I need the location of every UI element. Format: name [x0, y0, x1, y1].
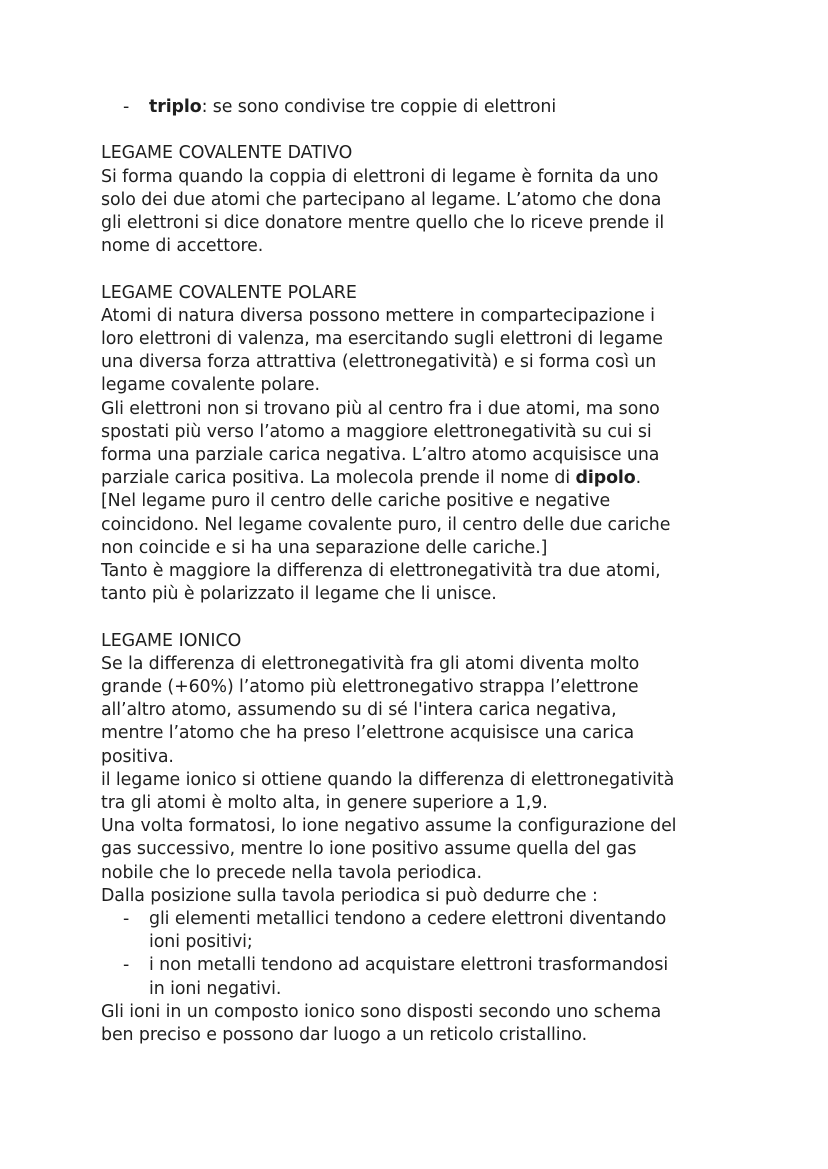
bullet-dash: - [123, 955, 130, 976]
ionico-line: Dalla posizione sulla tavola periodica si può dedurre che : [101, 885, 598, 906]
dativo-line: Si forma quando la coppia di elettroni di legame è fornita da uno [101, 166, 659, 187]
dipolo-line-end: . [635, 468, 642, 489]
polare-line: Atomi di natura diversa possono mettere in compartecipazione i [101, 305, 655, 326]
polare-line: [Nel legame puro il centro delle cariche positive e negative [101, 491, 611, 512]
ionico-closing-line: ben preciso e possono dar luogo a un reticolo cristallino. [101, 1025, 588, 1046]
polare-line: non coincide e si ha una separazione delle cariche.] [101, 537, 548, 558]
polare-line: coincidono. Nel legame covalente puro, il centro delle due cariche [101, 514, 671, 535]
ionico-line: nobile che lo precede nella tavola periodica. [101, 862, 482, 883]
bullet-continuation: ioni positivi; [149, 932, 253, 953]
ionico-line: il legame ionico si ottiene quando la differenza di elettronegatività [101, 769, 675, 790]
ionico-line: grande (+60%) l’atomo più elettronegativo strappa l’elettrone [101, 677, 639, 698]
bullet-continuation: in ioni negativi. [149, 978, 282, 999]
bullet-text: : se sono condivise tre coppie di elettroni [201, 97, 557, 117]
ionico-line: Una volta formatosi, lo ione negativo assume la configurazione del [101, 816, 677, 837]
bullet-text: i non metalli tendono ad acquistare elettroni trasformandosi [149, 955, 669, 976]
bullet-triplo [101, 96, 741, 119]
document-body [101, 96, 741, 1047]
ionico-line: all’altro atomo, assumendo su di sé l'intera carica negativa, [101, 700, 617, 721]
term-dipolo: dipolo [575, 468, 636, 489]
ionico-line: positiva. [101, 746, 174, 767]
dativo-line: nome di accettore. [101, 236, 264, 257]
heading-ionico: LEGAME IONICO [101, 630, 242, 651]
polare-line: forma una parziale carica negativa. L’altro atomo acquisisce una [101, 445, 660, 466]
polare-line: Tanto è maggiore la differenza di elettronegatività tra due atomi, [101, 561, 661, 582]
polare-line: tanto più è polarizzato il legame che li unisce. [101, 584, 497, 605]
dativo-line: gli elettroni si dice donatore mentre quello che lo riceve prende il [101, 213, 665, 233]
polare-line: loro elettroni di valenza, ma esercitando sugli elettroni di legame [101, 329, 663, 349]
ionico-closing-line: Gli ioni in un composto ionico sono disposti secondo uno schema [101, 1001, 662, 1022]
dipolo-line-text: parziale carica positiva. La molecola prende il nome di [101, 468, 576, 489]
bullet-non-metalli [101, 954, 741, 977]
term-triplo: triplo [149, 97, 202, 117]
polare-line: legame covalente polare. [101, 375, 320, 396]
heading-polare: LEGAME COVALENTE POLARE [101, 282, 357, 303]
dativo-line: solo dei due atomi che partecipano al legame. L’atomo che dona [101, 189, 662, 210]
ionico-line: gas successivo, mentre lo ione positivo assume quella del gas [101, 839, 637, 860]
polare-dipolo-line [101, 467, 741, 490]
polare-line: una diversa forza attrattiva (elettronegatività) e si forma così un [101, 352, 657, 373]
polare-line: spostati più verso l’atomo a maggiore elettronegatività su cui si [101, 421, 652, 442]
bullet-dash: - [123, 97, 130, 117]
bullet-metalli [101, 908, 741, 931]
polare-line: Gli elettroni non si trovano più al centro fra i due atomi, ma sono [101, 398, 660, 419]
bullet-dash: - [123, 909, 130, 930]
ionico-line: mentre l’atomo che ha preso l’elettrone acquisisce una carica [101, 723, 635, 744]
ionico-line: Se la differenza di elettronegatività fra gli atomi diventa molto [101, 653, 640, 674]
bullet-text: gli elementi metallici tendono a cedere elettroni diventando [149, 909, 667, 930]
heading-dativo: LEGAME COVALENTE DATIVO [101, 143, 353, 164]
ionico-line: tra gli atomi è molto alta, in genere superiore a 1,9. [101, 793, 548, 814]
